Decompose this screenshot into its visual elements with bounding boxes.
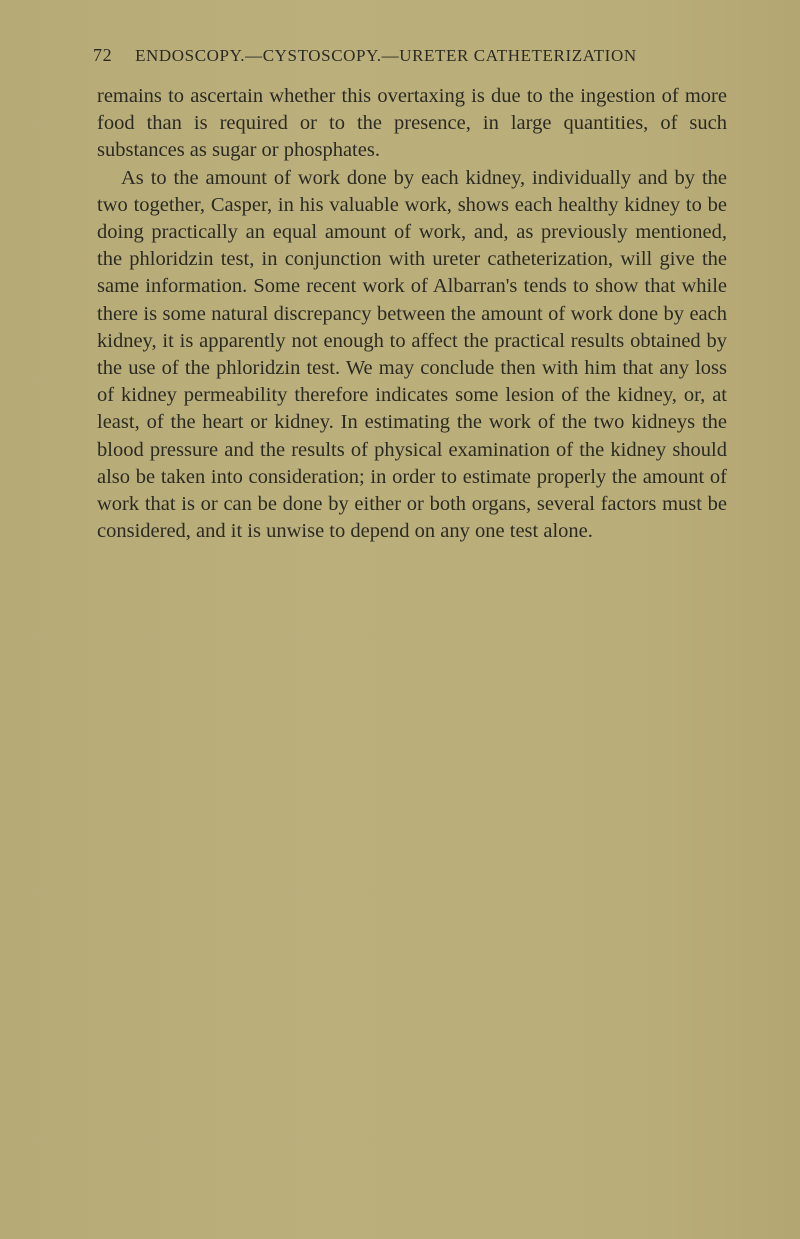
paragraph-continuation: remains to ascertain whether this overtaxing is due to the ingestion of more food than is required or to the presence, in large quantities, of such substances as sugar or phosphates. xyxy=(97,85,727,162)
running-head xyxy=(93,45,723,66)
page-number: 72 xyxy=(93,45,113,65)
body-text xyxy=(97,83,727,545)
running-title: ENDOSCOPY.—CYSTOSCOPY.—URETER CATHETERIZATION xyxy=(135,46,637,65)
paragraph-kidney-work: As to the amount of work done by each kidney, individually and by the two together, Casper, in his valuable work, shows each healthy kidney to be doing practically an equal amount of work, and, as previously mentioned, the phloridzin test, in conjunction with ureter catheterization, will give the same information. Some recent work of Albarran's tends to show that while there is some natural discrepancy between the amount of work done by each kidney, it is apparently not enough to affect the practical results obtained by the use of the phloridzin test. We may conclude then with him that any loss of kidney permeability therefore indicates some lesion of the kidney, or, at least, of the heart or kidney. In estimating the work of the two kidneys the blood pressure and the results of physical examination of the kidney should also be taken into consideration; in order to estimate properly the amount of work that is or can be done by either or both organs, several factors must be considered, and it is unwise to depend on any one test alone. xyxy=(97,166,727,543)
